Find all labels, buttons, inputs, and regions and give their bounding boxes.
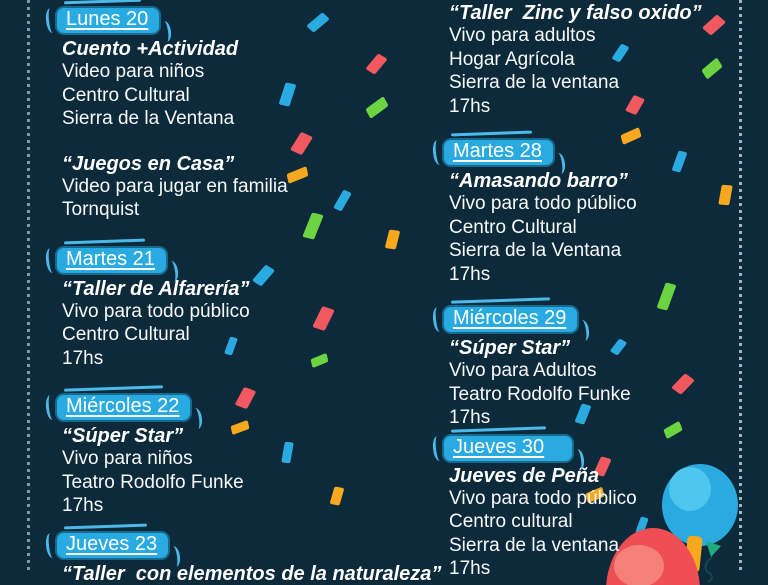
overline-decoration — [451, 297, 550, 303]
event-title: “Súper Star” — [449, 337, 571, 359]
event-block-taller-zinc — [449, 2, 754, 118]
event-detail: Centro Cultural — [62, 324, 190, 345]
day-label: Martes 21 — [55, 246, 168, 275]
event-detail: 17hs — [449, 558, 491, 579]
day-label: Miércoles 22 — [55, 393, 192, 422]
day-badge — [442, 305, 579, 334]
event-block-juegos-en-casa — [62, 153, 442, 222]
event-block-lunes-20 — [62, 6, 442, 131]
overline-decoration — [64, 0, 141, 4]
event-detail: 17hs — [449, 263, 491, 285]
left-dotted-border — [27, 0, 30, 570]
event-detail: 17hs — [449, 95, 491, 117]
event-detail: Sierra de la Ventana — [449, 240, 622, 261]
day-badge — [55, 393, 192, 422]
event-detail: Sierra de la ventana — [449, 72, 620, 93]
event-detail: Vivo para todo público — [62, 300, 250, 322]
day-badge — [442, 138, 555, 167]
day-badge — [55, 246, 168, 275]
day-badge — [442, 434, 574, 463]
event-detail: Vivo para niños — [62, 448, 193, 469]
overline-decoration — [451, 131, 532, 137]
day-badge — [55, 531, 170, 560]
event-block-miercoles-29 — [449, 305, 754, 430]
event-block-jueves-30 — [449, 434, 754, 581]
event-title: “Súper Star” — [62, 425, 184, 447]
event-detail: 17hs — [62, 495, 104, 516]
event-detail: Sierra de la Ventana — [62, 108, 235, 129]
event-title: “Amasando barro” — [449, 170, 628, 192]
overline-decoration — [64, 523, 147, 529]
overline-decoration — [64, 238, 145, 244]
event-title: Jueves de Peña — [449, 464, 600, 487]
event-detail: Tornquist — [62, 199, 140, 220]
event-title: “Taller con elementos de la naturaleza” — [62, 562, 442, 585]
day-label: Jueves 30 — [442, 434, 574, 463]
event-detail: Video para jugar en familia — [62, 175, 288, 197]
event-detail: Centro Cultural — [62, 84, 190, 106]
event-detail: Centro cultural — [449, 511, 573, 532]
day-label: Jueves 23 — [55, 531, 170, 560]
event-block-martes-28 — [449, 138, 754, 286]
event-detail: Teatro Rodolfo Funke — [449, 383, 631, 405]
event-block-martes-21 — [62, 246, 442, 371]
day-label: Lunes 20 — [55, 6, 161, 35]
event-detail: Vivo para Adultos — [449, 360, 597, 381]
left-column — [62, 6, 442, 585]
event-detail: 17hs — [62, 347, 104, 369]
event-detail: Vivo para adultos — [449, 25, 596, 46]
day-badge — [55, 6, 161, 35]
event-detail: Video para niños — [62, 61, 205, 82]
event-block-jueves-23 — [62, 531, 442, 585]
event-detail: Vivo para todo público — [449, 193, 637, 214]
event-title: Cuento +Actividad — [62, 38, 239, 60]
overline-decoration — [64, 385, 163, 391]
event-detail: Teatro Rodolfo Funke — [62, 471, 244, 493]
event-detail: Centro Cultural — [449, 216, 577, 238]
event-detail: Hogar Agrícola — [449, 48, 575, 70]
event-detail: Sierra de la ventana — [449, 534, 620, 556]
event-detail: 17hs — [449, 407, 491, 428]
day-label: Martes 28 — [442, 138, 555, 167]
event-detail: Vivo para todo público — [449, 487, 637, 509]
event-title: “Taller de Alfarería” — [62, 277, 250, 300]
day-label: Miércoles 29 — [442, 305, 579, 334]
right-column — [449, 0, 754, 581]
event-title: “Taller Zinc y falso oxido” — [449, 2, 702, 24]
event-block-miercoles-22 — [62, 393, 442, 518]
event-title: “Juegos en Casa” — [62, 152, 235, 175]
